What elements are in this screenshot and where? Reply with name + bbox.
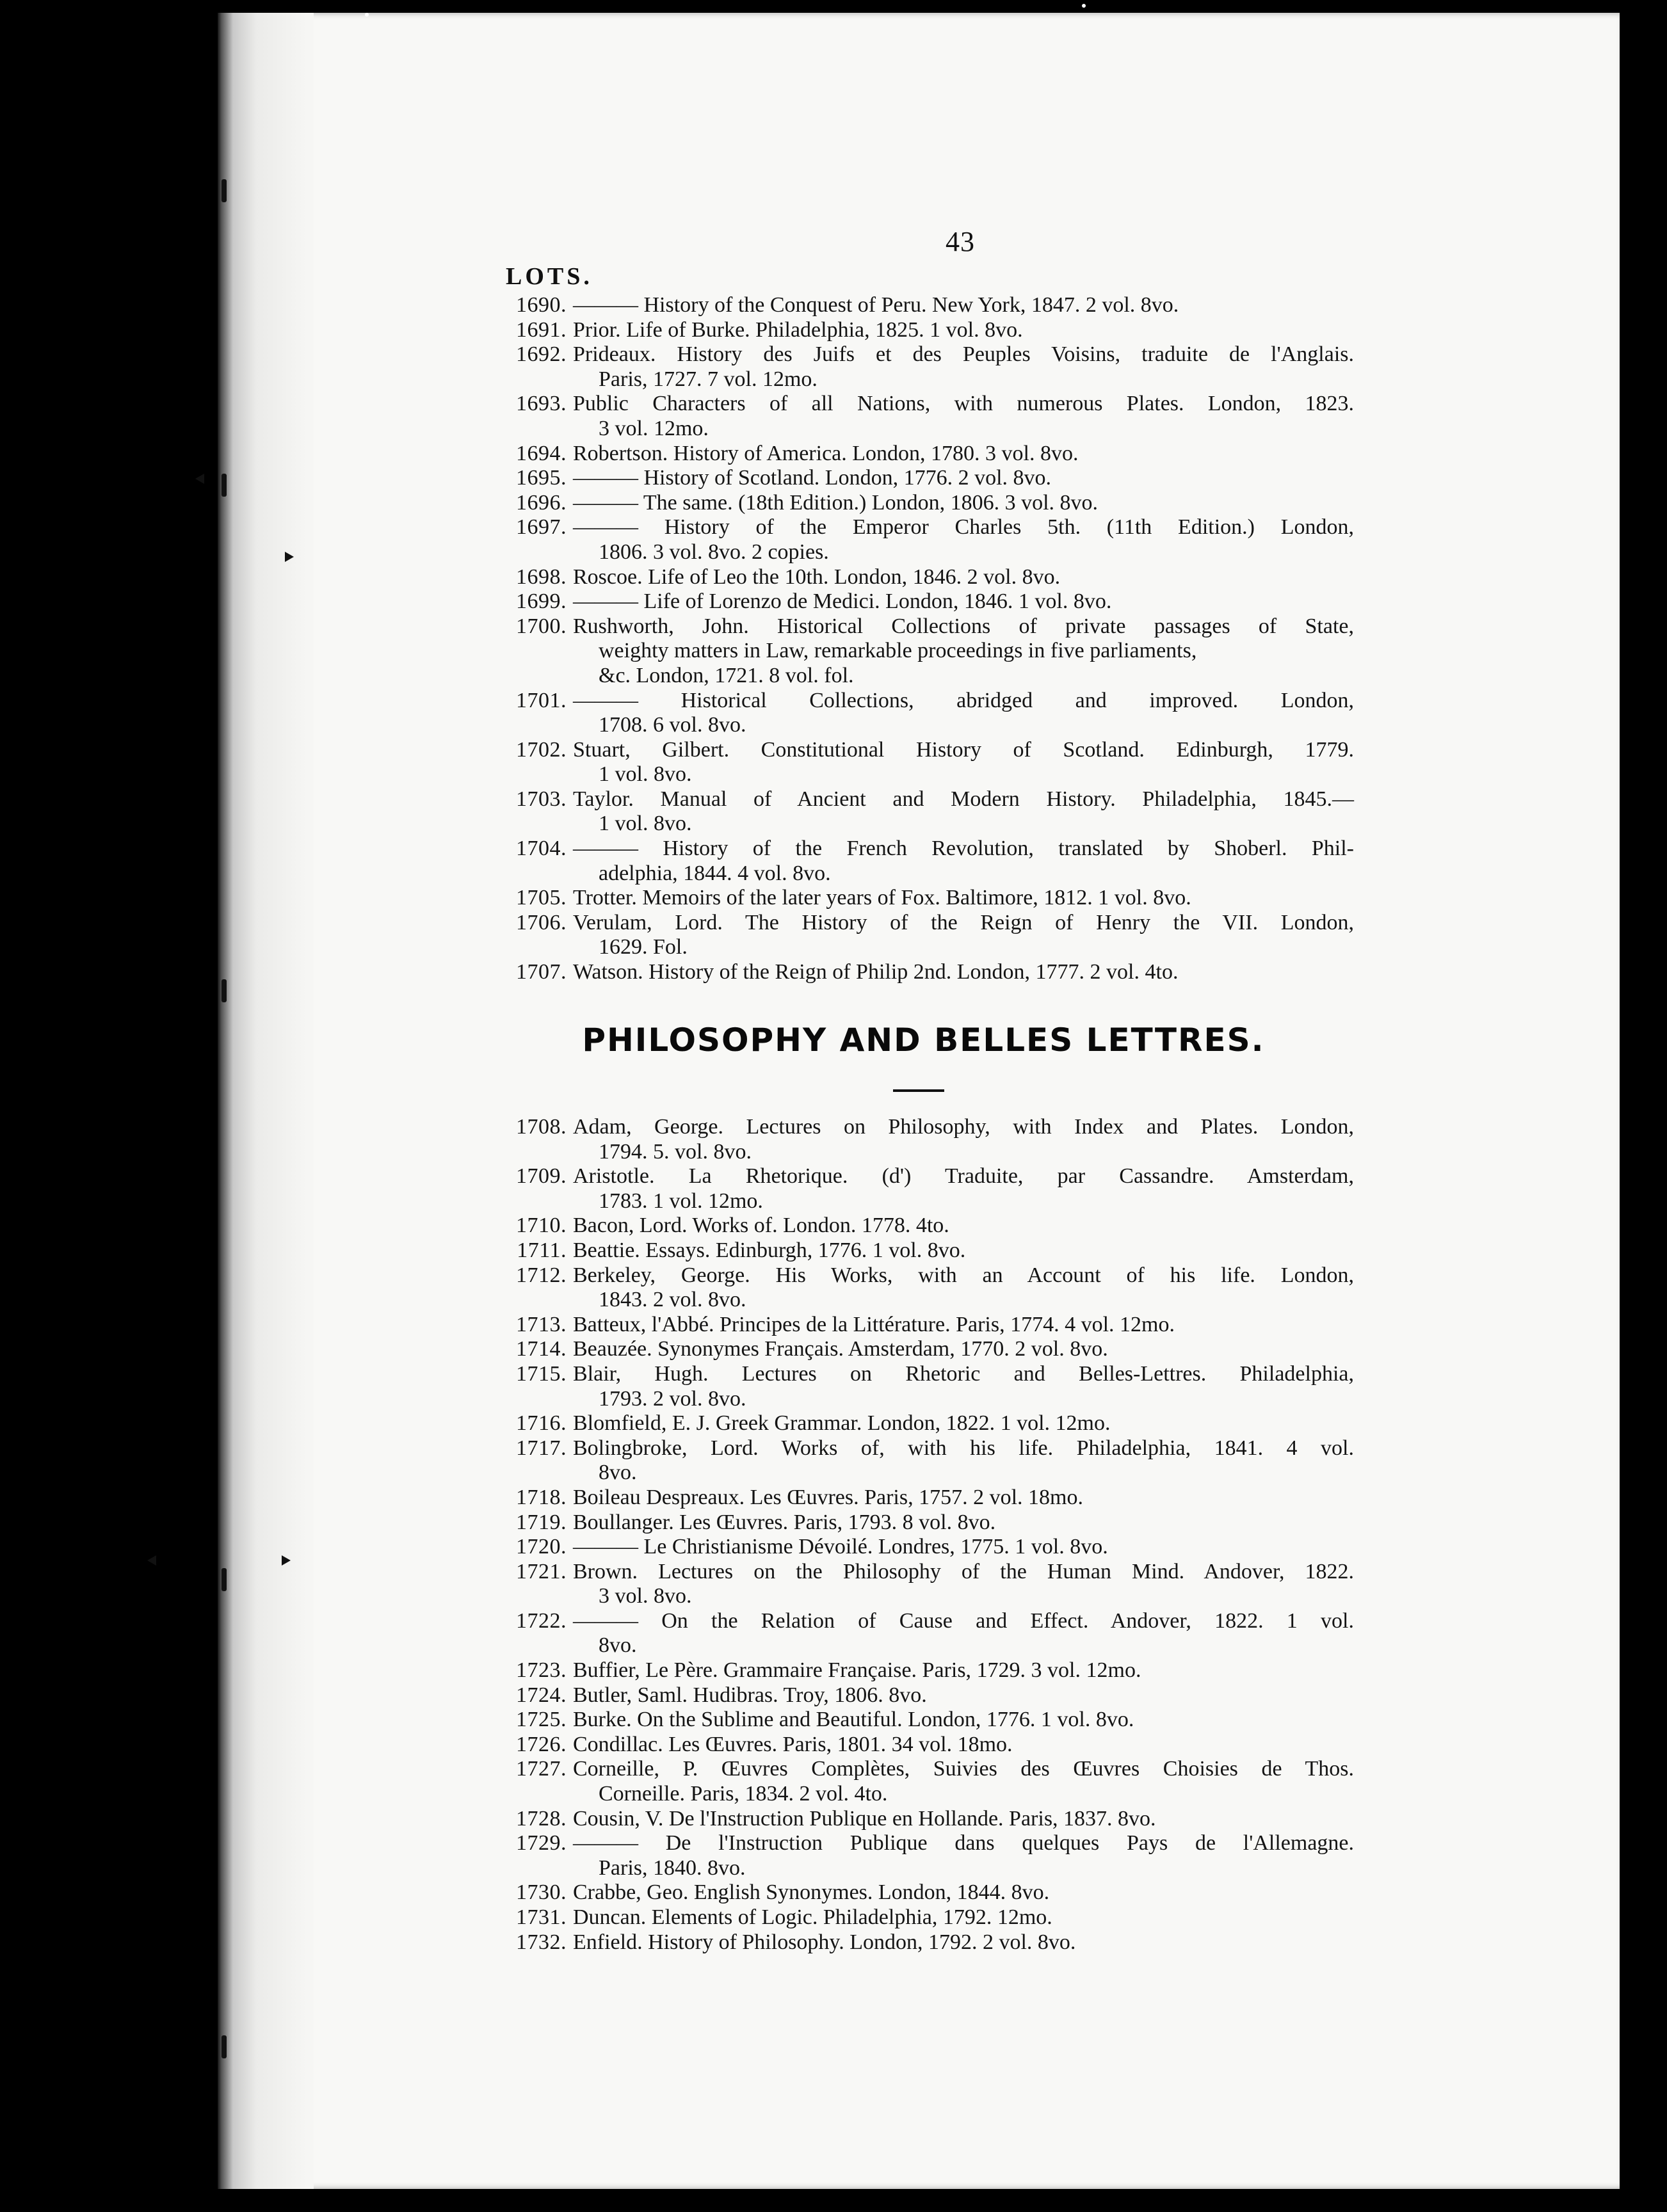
lots-column-label: LOTS. <box>506 263 593 290</box>
entry-text: Trotter. Memoirs of the later years of Fox. Baltimore, 1812. 1 vol. 8vo. <box>573 886 1191 910</box>
entry-text: Cousin, V. De l'Instruction Publique en Hollande. Paris, 1837. 8vo. <box>573 1806 1156 1831</box>
lot-number: 1712. <box>516 1263 567 1287</box>
entry-text: Beauzée. Synonymes Français. Amsterdam, 1770. 2 vol. 8vo. <box>573 1337 1108 1361</box>
catalogue-entry <box>493 1337 1354 1362</box>
lot-number: 1726. <box>516 1732 567 1756</box>
binding-stitch <box>221 979 227 1002</box>
catalogue-entry <box>493 1511 1354 1535</box>
lot-number: 1693. <box>516 392 567 416</box>
catalogue-entry <box>493 589 1354 614</box>
catalogue-entry <box>493 293 1354 318</box>
entry-text: Corneille, P. Œuvres Complètes, Suivies des Œuvres Choisies de Thos. <box>573 1757 1354 1781</box>
lot-number: 1720. <box>516 1535 567 1559</box>
entry-text: ——— On the Relation of Cause and Effect. Andover, 1822. 1 vol. <box>573 1608 1354 1633</box>
lot-number: 1716. <box>516 1411 567 1436</box>
entry-text: ——— History of Scotland. London, 1776. 2 vol. 8vo. <box>573 466 1052 490</box>
entry-continuation: 1806. 3 vol. 8vo. 2 copies. <box>599 540 829 564</box>
lot-number: 1704. <box>516 837 567 861</box>
lot-number: 1714. <box>516 1337 567 1361</box>
entry-text: Boileau Despreaux. Les Œuvres. Paris, 1757. 2 vol. 18mo. <box>573 1485 1083 1509</box>
entry-text: Crabbe, Geo. English Synonymes. London, 1844. 8vo. <box>573 1880 1050 1905</box>
catalogue-entry <box>493 1658 1354 1683</box>
catalogue-entry <box>493 1411 1354 1436</box>
catalogue-entry <box>493 1683 1354 1708</box>
lot-number: 1694. <box>516 441 567 465</box>
entry-text: Brown. Lectures on the Philosophy of the Human Mind. Andover, 1822. <box>573 1559 1354 1583</box>
entry-text: ——— Historical Collections, abridged and improved. London, <box>573 688 1354 712</box>
entry-text: Berkeley, George. His Works, with an Account of his life. London, <box>573 1263 1354 1287</box>
lot-number: 1695. <box>516 466 567 490</box>
lot-number: 1701. <box>516 688 567 712</box>
entry-continuation: 1843. 2 vol. 8vo. <box>599 1288 746 1312</box>
entry-continuation: 1793. 2 vol. 8vo. <box>599 1386 746 1411</box>
entry-continuation: 8vo. <box>599 1633 637 1658</box>
binding-stitch <box>221 179 227 202</box>
entry-text: Taylor. Manual of Ancient and Modern History. Philadelphia, 1845.— <box>573 787 1354 811</box>
lot-number: 1707. <box>516 960 567 984</box>
entry-continuation: 8vo. <box>599 1461 637 1485</box>
heading-rule <box>893 1089 944 1092</box>
margin-arrow-icon <box>282 1555 291 1566</box>
entry-continuation: 1783. 1 vol. 12mo. <box>599 1189 763 1213</box>
catalogue-entry <box>493 1930 1354 1955</box>
entry-text: Boullanger. Les Œuvres. Paris, 1793. 8 vol. 8vo. <box>573 1510 996 1534</box>
catalogue-entry <box>493 466 1354 491</box>
lot-number: 1715. <box>516 1361 567 1386</box>
catalogue-entry <box>493 342 1354 392</box>
entry-text: ——— Le Christianisme Dévoilé. Londres, 1775. 1 vol. 8vo. <box>573 1535 1108 1559</box>
lot-number: 1708. <box>516 1115 567 1139</box>
lot-number: 1732. <box>516 1930 567 1954</box>
lot-number: 1718. <box>516 1485 567 1509</box>
catalogue-entry <box>493 738 1354 787</box>
lot-number: 1729. <box>516 1831 567 1855</box>
catalogue-entry <box>493 1164 1354 1214</box>
catalogue-entry <box>493 1905 1354 1930</box>
lot-number: 1691. <box>516 317 567 342</box>
catalogue-entry <box>493 1757 1354 1806</box>
catalogue-entry <box>493 1733 1354 1758</box>
catalogue-entry <box>493 1807 1354 1832</box>
entry-text: ——— History of the Conquest of Peru. New York, 1847. 2 vol. 8vo. <box>573 293 1179 317</box>
catalogue-entry <box>493 565 1354 590</box>
lot-number: 1717. <box>516 1436 567 1460</box>
entry-text: Blair, Hugh. Lectures on Rhetoric and Belles-Lettres. Philadelphia, <box>573 1361 1354 1386</box>
catalogue-entry <box>493 1535 1354 1560</box>
entry-continuation: Paris, 1727. 7 vol. 12mo. <box>599 367 817 391</box>
entry-text: Burke. On the Sublime and Beautiful. London, 1776. 1 vol. 8vo. <box>573 1708 1134 1732</box>
entry-text: Enfield. History of Philosophy. London, 1792. 2 vol. 8vo. <box>573 1930 1076 1954</box>
catalogue-entry <box>493 1115 1354 1164</box>
entry-continuation: 3 vol. 12mo. <box>599 416 709 440</box>
entry-text: Condillac. Les Œuvres. Paris, 1801. 34 vol. 18mo. <box>573 1732 1013 1756</box>
lot-number: 1723. <box>516 1658 567 1683</box>
entry-text: Public Characters of all Nations, with numerous Plates. London, 1823. <box>573 392 1354 416</box>
lot-number: 1699. <box>516 589 567 614</box>
lot-number: 1703. <box>516 787 567 811</box>
entry-continuation: Corneille. Paris, 1834. 2 vol. 4to. <box>599 1782 888 1806</box>
catalogue-entry <box>493 1362 1354 1411</box>
entry-text: Batteux, l'Abbé. Principes de la Littérature. Paris, 1774. 4 vol. 12mo. <box>573 1312 1175 1336</box>
catalogue-entry <box>493 1214 1354 1238</box>
catalogue-entry <box>493 491 1354 516</box>
catalogue-entry <box>493 392 1354 441</box>
catalogue-entry <box>493 689 1354 738</box>
lot-number: 1727. <box>516 1757 567 1781</box>
entry-text: ——— The same. (18th Edition.) London, 1806. 3 vol. 8vo. <box>573 490 1099 515</box>
entry-text: Adam, George. Lectures on Philosophy, with Index and Plates. London, <box>573 1115 1354 1139</box>
entry-text: Watson. History of the Reign of Philip 2nd. London, 1777. 2 vol. 4to. <box>573 960 1179 984</box>
philosophy-entries <box>493 1115 1354 1955</box>
entry-continuation: adelphia, 1844. 4 vol. 8vo. <box>599 861 831 885</box>
entry-text: ——— History of the French Revolution, translated by Shoberl. Phil- <box>573 837 1354 861</box>
entry-text: Stuart, Gilbert. Constitutional History of Scotland. Edinburgh, 1779. <box>573 737 1354 762</box>
entry-text: Butler, Saml. Hudibras. Troy, 1806. 8vo. <box>573 1683 927 1707</box>
scan-speck <box>1082 4 1086 8</box>
entry-text: Roscoe. Life of Leo the 10th. London, 1846. 2 vol. 8vo. <box>573 565 1061 589</box>
entry-text: Aristotle. La Rhetorique. (d') Traduite, par Cassandre. Amsterdam, <box>573 1164 1354 1189</box>
catalogue-entry <box>493 1560 1354 1609</box>
lot-number: 1706. <box>516 910 567 934</box>
lot-number: 1730. <box>516 1880 567 1905</box>
margin-arrow-icon <box>285 552 294 562</box>
catalogue-entry <box>493 515 1354 565</box>
entry-text: Verulam, Lord. The History of the Reign of Henry the VII. London, <box>573 910 1354 934</box>
lot-number: 1702. <box>516 737 567 762</box>
entry-continuation: weighty matters in Law, remarkable proceedings in five parliaments, <box>599 639 1197 663</box>
entry-text: Blomfield, E. J. Greek Grammar. London, 1822. 1 vol. 12mo. <box>573 1411 1111 1436</box>
lot-number: 1713. <box>516 1312 567 1336</box>
catalogue-entry <box>493 1880 1354 1905</box>
catalogue-entry <box>493 886 1354 911</box>
catalogue-entry <box>493 1238 1354 1263</box>
catalogue-entry <box>493 1831 1354 1880</box>
catalogue-entry <box>493 960 1354 985</box>
entry-continuation: 1708. 6 vol. 8vo. <box>599 713 746 737</box>
entry-continuation: 1629. Fol. <box>599 935 688 959</box>
binding-stitch <box>221 474 227 497</box>
entry-text: ——— History of the Emperor Charles 5th. (11th Edition.) London, <box>573 515 1354 540</box>
lot-number: 1728. <box>516 1806 567 1831</box>
lot-number: 1698. <box>516 565 567 589</box>
binding-stitch <box>221 1568 227 1591</box>
lot-number: 1711. <box>517 1238 567 1262</box>
margin-arrow-icon <box>147 1555 156 1566</box>
history-entries <box>493 293 1354 985</box>
lot-number: 1724. <box>516 1683 567 1707</box>
entry-continuation: 1 vol. 8vo. <box>599 762 692 787</box>
lot-number: 1722. <box>516 1608 567 1633</box>
entry-text: Buffier, Le Père. Grammaire Française. Paris, 1729. 3 vol. 12mo. <box>573 1658 1141 1683</box>
catalogue-entry <box>493 318 1354 343</box>
entry-text: Bolingbroke, Lord. Works of, with his life. Philadelphia, 1841. 4 vol. <box>573 1436 1354 1460</box>
entry-continuation: 1794. 5. vol. 8vo. <box>599 1139 752 1164</box>
binding-gutter <box>218 13 314 2189</box>
lot-number: 1696. <box>516 490 567 515</box>
entry-continuation: Paris, 1840. 8vo. <box>599 1855 746 1880</box>
catalogue-entry <box>493 1486 1354 1511</box>
entry-text: Prior. Life of Burke. Philadelphia, 1825. 1 vol. 8vo. <box>573 317 1023 342</box>
section-heading: PHILOSOPHY AND BELLES LETTRES. <box>582 1022 1265 1059</box>
catalogue-entry <box>493 442 1354 467</box>
lot-number: 1709. <box>516 1164 567 1189</box>
lot-number: 1725. <box>516 1708 567 1732</box>
catalogue-entry <box>493 911 1354 960</box>
binding-stitch <box>221 2035 227 2058</box>
lot-number: 1719. <box>516 1510 567 1534</box>
lot-number: 1690. <box>516 293 567 317</box>
margin-arrow-icon <box>195 474 204 484</box>
lot-number: 1705. <box>516 886 567 910</box>
scan-speck <box>365 13 369 17</box>
catalogue-entry <box>493 1263 1354 1313</box>
catalogue-entry <box>493 1436 1354 1486</box>
catalogue-entry <box>493 837 1354 886</box>
catalogue-entry <box>493 787 1354 837</box>
lot-number: 1692. <box>516 342 567 367</box>
entry-text: Beattie. Essays. Edinburgh, 1776. 1 vol. 8vo. <box>573 1238 966 1262</box>
catalogue-entry <box>493 1313 1354 1338</box>
catalogue-entry <box>493 1708 1354 1733</box>
entry-text: ——— De l'Instruction Publique dans quelques Pays de l'Allemagne. <box>573 1831 1354 1855</box>
lot-number: 1731. <box>516 1905 567 1929</box>
lot-number: 1700. <box>516 614 567 638</box>
lot-number: 1721. <box>516 1559 567 1583</box>
entry-text: Rushworth, John. Historical Collections of private passages of State, <box>573 614 1354 638</box>
catalogue-entry <box>493 614 1354 689</box>
catalogue-entry <box>493 1609 1354 1658</box>
lot-number: 1710. <box>516 1214 567 1238</box>
entry-text: ——— Life of Lorenzo de Medici. London, 1846. 1 vol. 8vo. <box>573 589 1112 614</box>
entry-continuation: 3 vol. 8vo. <box>599 1584 692 1608</box>
entry-text: Robertson. History of America. London, 1780. 3 vol. 8vo. <box>573 441 1079 465</box>
entry-text: Bacon, Lord. Works of. London. 1778. 4to. <box>573 1214 949 1238</box>
entry-text: Prideaux. History des Juifs et des Peuples Voisins, traduite de l'Anglais. <box>573 342 1354 367</box>
entry-text: Duncan. Elements of Logic. Philadelphia, 1792. 12mo. <box>573 1905 1052 1929</box>
entry-continuation: &c. London, 1721. 8 vol. fol. <box>599 663 854 687</box>
entry-continuation: 1 vol. 8vo. <box>599 812 692 836</box>
page-number: 43 <box>946 226 975 257</box>
lot-number: 1697. <box>516 515 567 540</box>
